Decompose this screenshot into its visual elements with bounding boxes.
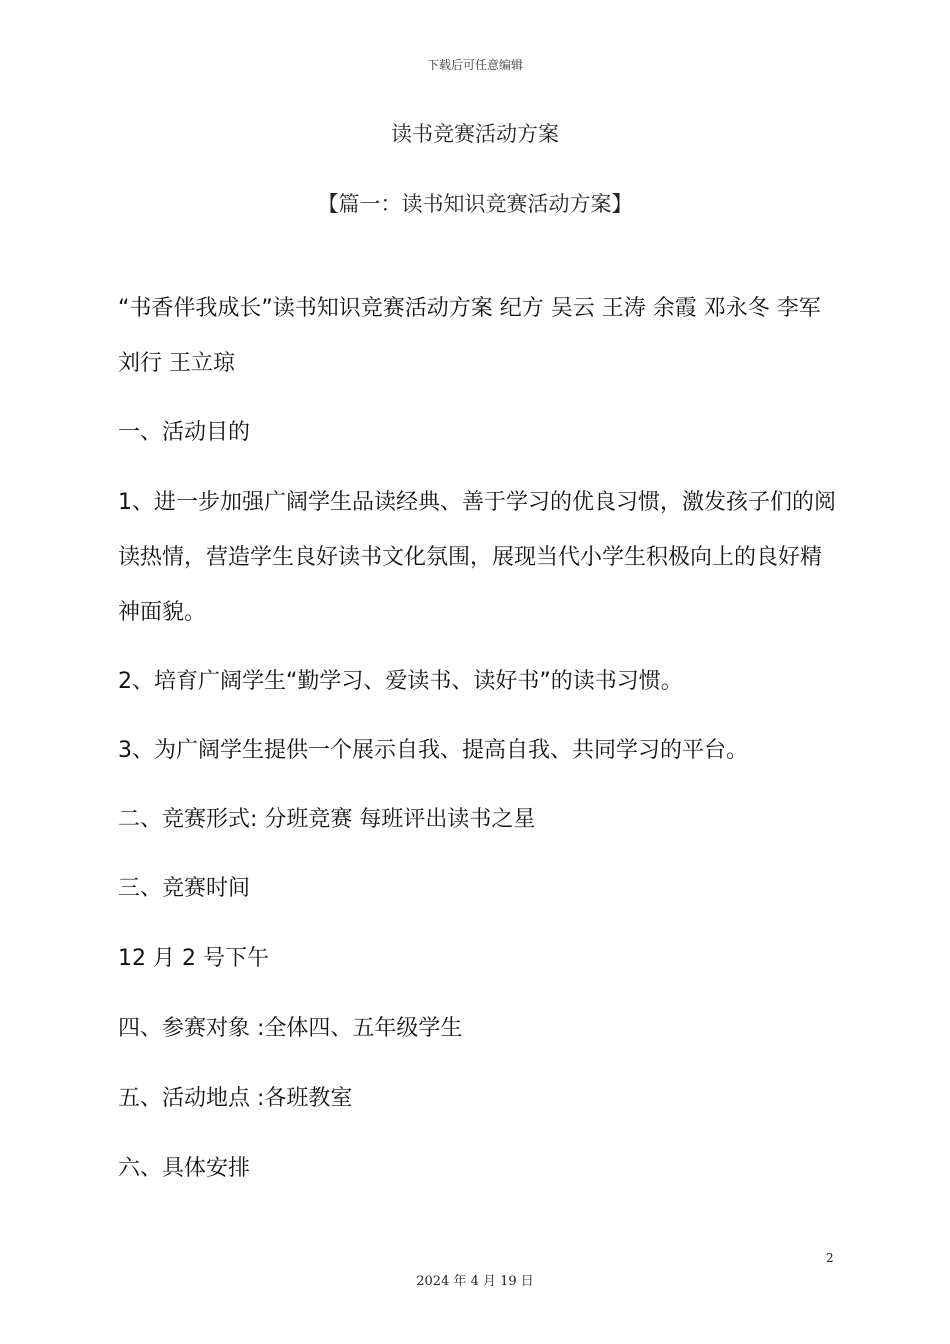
heading-arrangement: 六、具体安排 <box>118 1156 251 1181</box>
paragraph-purpose-1: 1、进一步加强广阔学生品读经典、善于学习的优良习惯，激发孩子们的阅读热情，营造学生良好读书文化氛围，展现当代小学生积极向上的良好精神面貌。 <box>118 490 836 625</box>
paragraph-competition-date: 12 月 2 号下午 <box>118 946 269 971</box>
heading-venue: 五、活动地点 :各班教室 <box>118 1086 353 1111</box>
paragraph-purpose-2: 2、培育广阔学生“勤学习、爱读书、读好书”的读书习惯。 <box>118 669 683 694</box>
footer-date: 2024 年 4 月 19 日 <box>416 1274 534 1289</box>
section-title: 【篇一：读书知识竞赛活动方案】 <box>317 192 633 216</box>
heading-activity-purpose: 一、活动目的 <box>118 420 251 445</box>
header-note: 下载后可任意编辑 <box>426 58 523 72</box>
page-number: 2 <box>826 1251 834 1265</box>
heading-competition-format: 二、竞赛形式: 分班竞赛 每班评出读书之星 <box>118 807 536 832</box>
heading-participants: 四、参赛对象 :全体四、五年级学生 <box>118 1016 463 1041</box>
document-title: 读书竞赛活动方案 <box>391 122 559 146</box>
heading-competition-time: 三、竞赛时间 <box>118 876 251 901</box>
paragraph-purpose-3: 3、为广阔学生提供一个展示自我、提高自我、共同学习的平台。 <box>118 738 748 763</box>
paragraph-activity-name: “书香伴我成长”读书知识竞赛活动方案 纪方 吴云 王涛 余霞 邓永冬 李军 刘行 王立琼 <box>118 296 821 376</box>
